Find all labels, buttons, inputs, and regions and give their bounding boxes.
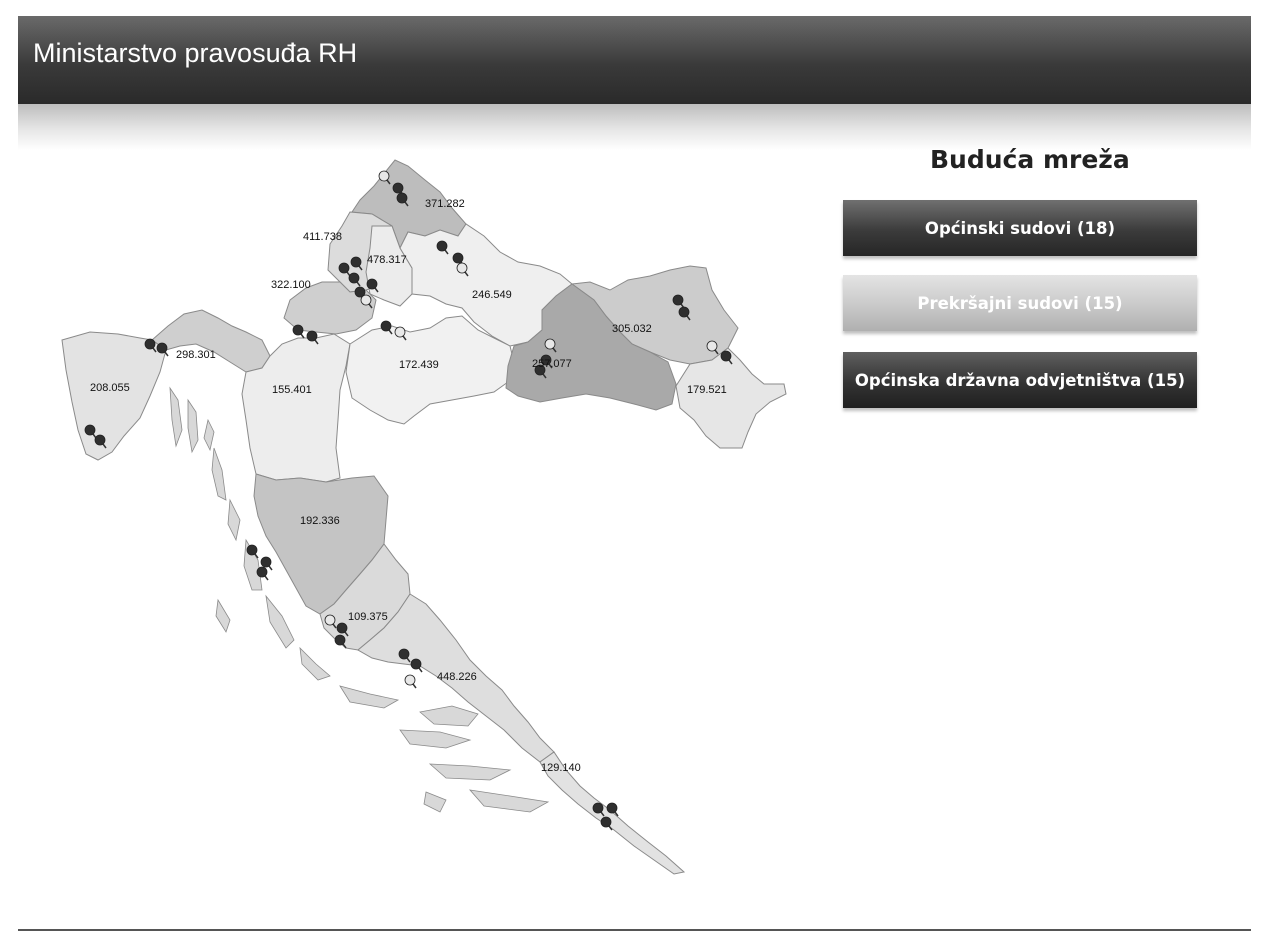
region-population-label: 478.317	[367, 254, 407, 266]
island	[470, 790, 548, 812]
island	[216, 600, 230, 632]
opcinski-sudovi-button[interactable]: Općinski sudovi (18)	[843, 200, 1197, 256]
region-population-label: 179.521	[687, 384, 727, 396]
region-population-label: 172.439	[399, 359, 439, 371]
island	[430, 764, 510, 780]
page-title: Ministarstvo pravosuđa RH	[33, 38, 358, 68]
region-population-label: 109.375	[348, 611, 388, 623]
island	[300, 648, 330, 680]
region-population-label: 371.282	[425, 198, 465, 210]
location-pin-icon	[411, 659, 422, 672]
region-population-label: 246.549	[472, 289, 512, 301]
map-region	[152, 310, 270, 372]
prekrsajni-sudovi-button[interactable]: Prekršajni sudovi (15)	[843, 275, 1197, 331]
island	[188, 400, 198, 452]
island	[340, 686, 398, 708]
island	[266, 596, 294, 648]
location-pin-icon	[601, 817, 612, 830]
island	[420, 706, 478, 726]
region-population-label: 298.301	[176, 349, 216, 361]
region-population-label: 411.738	[303, 231, 342, 243]
region-population-label: 192.336	[300, 515, 340, 527]
location-pin-icon	[335, 635, 346, 648]
location-pin-icon	[293, 325, 304, 338]
region-population-label: 257.077	[532, 358, 572, 370]
island	[212, 448, 226, 500]
island	[228, 500, 240, 540]
island	[204, 420, 214, 450]
region-population-label: 129.140	[541, 762, 581, 774]
island	[400, 730, 470, 748]
opcinska-drzavna-odvjetnistva-button[interactable]: Općinska državna odvjetništva (15)	[843, 352, 1197, 408]
region-population-label: 322.100	[271, 279, 311, 291]
region-population-label: 305.032	[612, 323, 652, 335]
region-population-label: 448.226	[437, 671, 477, 683]
island	[170, 388, 182, 446]
footer-divider	[18, 929, 1251, 931]
region-population-label: 208.055	[90, 382, 130, 394]
map-region	[62, 332, 166, 460]
location-pin-icon	[405, 675, 416, 688]
region-population-label: 155.401	[272, 384, 312, 396]
island	[424, 792, 446, 812]
panel-title: Buduća mreža	[930, 145, 1130, 174]
